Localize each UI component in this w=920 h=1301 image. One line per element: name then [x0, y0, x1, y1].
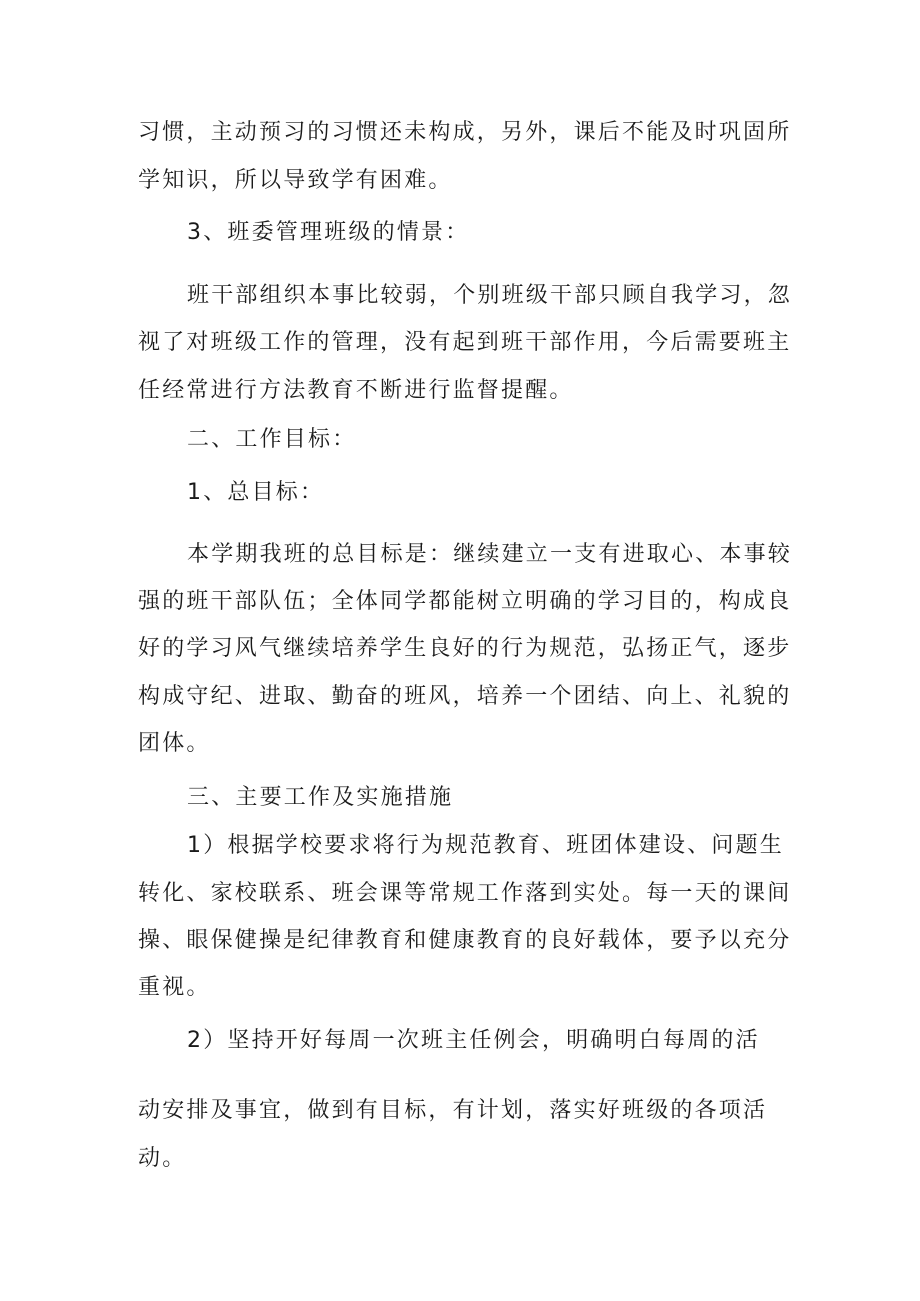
- text-line: 构成守纪、进取、勤奋的班风，培养一个团结、向上、礼貌的: [138, 684, 792, 709]
- section-heading: 二、工作目标：: [187, 427, 357, 452]
- text-line: 习惯，主动预习的习惯还未构成，另外，课后不能及时巩固所: [138, 120, 792, 145]
- section-heading: 3、班委管理班级的情景：: [187, 220, 470, 245]
- text-line: 任经常进行方法教育不断进行监督提醒。: [138, 378, 574, 403]
- text-line: 强的班干部队伍；全体同学都能树立明确的学习目的，构成良: [138, 589, 792, 614]
- text-line: 学知识，所以导致学有困难。: [138, 168, 453, 193]
- text-line: 好的学习风气继续培养学生良好的行为规范，弘扬正气，逐步: [138, 636, 792, 661]
- text-line: 视了对班级工作的管理，没有起到班干部作用，今后需要班主: [138, 330, 792, 355]
- text-line: 团体。: [138, 731, 211, 756]
- text-line: 转化、家校联系、班会课等常规工作落到实处。每一天的课间: [138, 881, 792, 906]
- text-line: 班干部组织本事比较弱，个别班级干部只顾自我学习，忽: [187, 283, 793, 308]
- section-heading: 三、主要工作及实施措施: [187, 785, 454, 810]
- text-line: 1）根据学校要求将行为规范教育、班团体建设、问题生: [187, 833, 784, 858]
- text-line: 动。: [138, 1146, 187, 1171]
- text-line: 2）坚持开好每周一次班主任例会，明确明白每周的活: [187, 1028, 760, 1053]
- text-line: 本学期我班的总目标是：继续建立一支有进取心、本事较: [187, 542, 793, 567]
- text-line: 重视。: [138, 975, 211, 1000]
- text-line: 动安排及事宜，做到有目标，有计划，落实好班级的各项活: [138, 1098, 768, 1123]
- section-heading: 1、总目标：: [187, 480, 325, 505]
- text-line: 操、眼保健操是纪律教育和健康教育的良好载体，要予以充分: [138, 928, 792, 953]
